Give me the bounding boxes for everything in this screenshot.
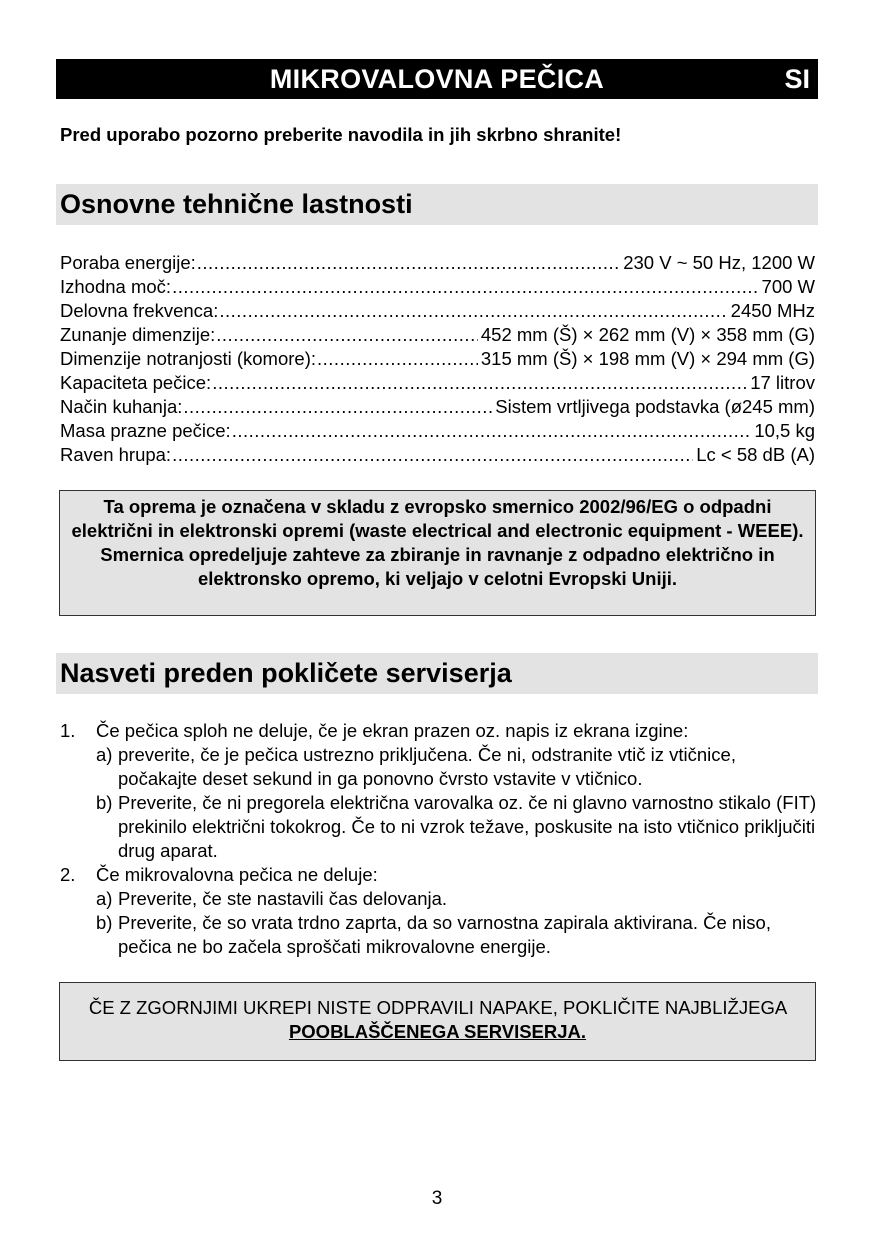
intro-warning: Pred uporabo pozorno preberite navodila in jih skrbno shranite!: [60, 124, 622, 145]
spec-value: Lc < 58 dB (A): [696, 444, 815, 465]
sub-letter: a): [96, 888, 113, 909]
spec-row: [60, 443, 815, 467]
page-title: MIKROVALOVNA PEČICA: [269, 64, 605, 94]
dot-leader: [216, 323, 478, 347]
spec-label: Raven hrupa:: [60, 444, 172, 465]
spec-value: 10,5 kg: [754, 420, 815, 441]
dot-leader: [183, 395, 492, 419]
spec-row: [60, 371, 815, 395]
advice-list: [60, 719, 820, 959]
spec-row: [60, 419, 815, 443]
specs-list: [60, 251, 815, 467]
advice-item: [60, 863, 820, 959]
weee-notice-text: Ta oprema je označena v skladu z evropsko smernico 2002/96/EG o odpadni električni in elektronski opremi (waste electrical and electronic equipment - WEEE). Smernica opredeljuje zahteve za zbiranje in ravnanje z odpadno električno in elektronsko opremo, ki veljajo v celotni Evropski Uniji.: [71, 496, 804, 589]
dot-leader: [197, 251, 620, 275]
sub-item: [96, 791, 820, 863]
spec-label: Način kuhanja:: [60, 396, 183, 417]
dot-leader: [219, 299, 727, 323]
sub-item: [96, 911, 820, 959]
spec-row: [60, 251, 815, 275]
spec-value: Sistem vrtljivega podstavka (ø245 mm): [495, 396, 815, 417]
advice-heading: Nasveti preden pokličete serviserja: [56, 653, 818, 694]
dot-leader: [172, 275, 758, 299]
service-notice-text: ČE Z ZGORNJIMI UKREPI NISTE ODPRAVILI NAPAKE, POKLIČITE NAJBLIŽJEGA: [88, 997, 787, 1018]
item-number: 2.: [60, 864, 76, 885]
spec-value: 230 V ~ 50 Hz, 1200 W: [623, 252, 815, 273]
sub-letter: b): [96, 792, 113, 813]
service-notice-emphasis: POOBLAŠČENEGA SERVISERJA.: [288, 1021, 587, 1042]
page-number: 3: [431, 1188, 443, 1209]
spec-value: 452 mm (Š) × 262 mm (V) × 358 mm (G): [480, 324, 815, 345]
sub-text: Preverite, če ni pregorela električna varovalka oz. če ni glavno varnostno stikalo (FIT) prekinilo električni tokokrog. Če to ni vzrok težave, poskusite na isto vtičnico priključiti drug aparat.: [118, 792, 817, 861]
spec-row: [60, 395, 815, 419]
spec-label: Dimenzije notranjosti (komore):: [60, 348, 317, 369]
sub-list: [96, 743, 820, 863]
sub-text: preverite, če je pečica ustrezno priključena. Če ni, odstranite vtič iz vtičnice, počakajte deset sekund in ga ponovno čvrsto vstavite v vtičnico.: [118, 744, 736, 789]
spec-value: 700 W: [761, 276, 815, 297]
dot-leader: [317, 347, 478, 371]
specs-heading: Osnovne tehnične lastnosti: [56, 184, 818, 225]
service-notice-box: [59, 982, 816, 1061]
dot-leader: [232, 419, 752, 443]
item-number: 1.: [60, 720, 76, 741]
spec-label: Zunanje dimenzije:: [60, 324, 216, 345]
spec-value: 17 litrov: [750, 372, 815, 393]
weee-notice-box: [59, 490, 816, 616]
spec-label: Kapaciteta pečice:: [60, 372, 212, 393]
spec-label: Poraba energije:: [60, 252, 196, 273]
advice-item: [60, 719, 820, 863]
advice-text: Če mikrovalovna pečica ne deluje:: [96, 864, 378, 885]
dot-leader: [172, 443, 693, 467]
advice-text: Če pečica sploh ne deluje, če je ekran prazen oz. napis iz ekrana izgine:: [96, 720, 689, 741]
spec-value: 315 mm (Š) × 198 mm (V) × 294 mm (G): [480, 348, 815, 369]
spec-row: [60, 299, 815, 323]
spec-row: [60, 275, 815, 299]
title-bar: [56, 59, 818, 99]
spec-label: Masa prazne pečice:: [60, 420, 231, 441]
sub-item: [96, 743, 820, 791]
sub-item: [96, 887, 820, 911]
sub-text: Preverite, če ste nastavili čas delovanja.: [118, 888, 448, 909]
spec-row: [60, 323, 815, 347]
spec-value: 2450 MHz: [730, 300, 815, 321]
spec-label: Delovna frekvenca:: [60, 300, 219, 321]
dot-leader: [212, 371, 747, 395]
sub-letter: a): [96, 744, 113, 765]
sub-text: Preverite, če so vrata trdno zaprta, da so varnostna zapirala aktivirana. Če niso, pečica ne bo začela sproščati mikrovalovne energije.: [118, 912, 771, 957]
sub-letter: b): [96, 912, 113, 933]
language-code: SI: [784, 64, 810, 94]
spec-label: Izhodna moč:: [60, 276, 172, 297]
spec-row: [60, 347, 815, 371]
sub-list: [96, 887, 820, 959]
